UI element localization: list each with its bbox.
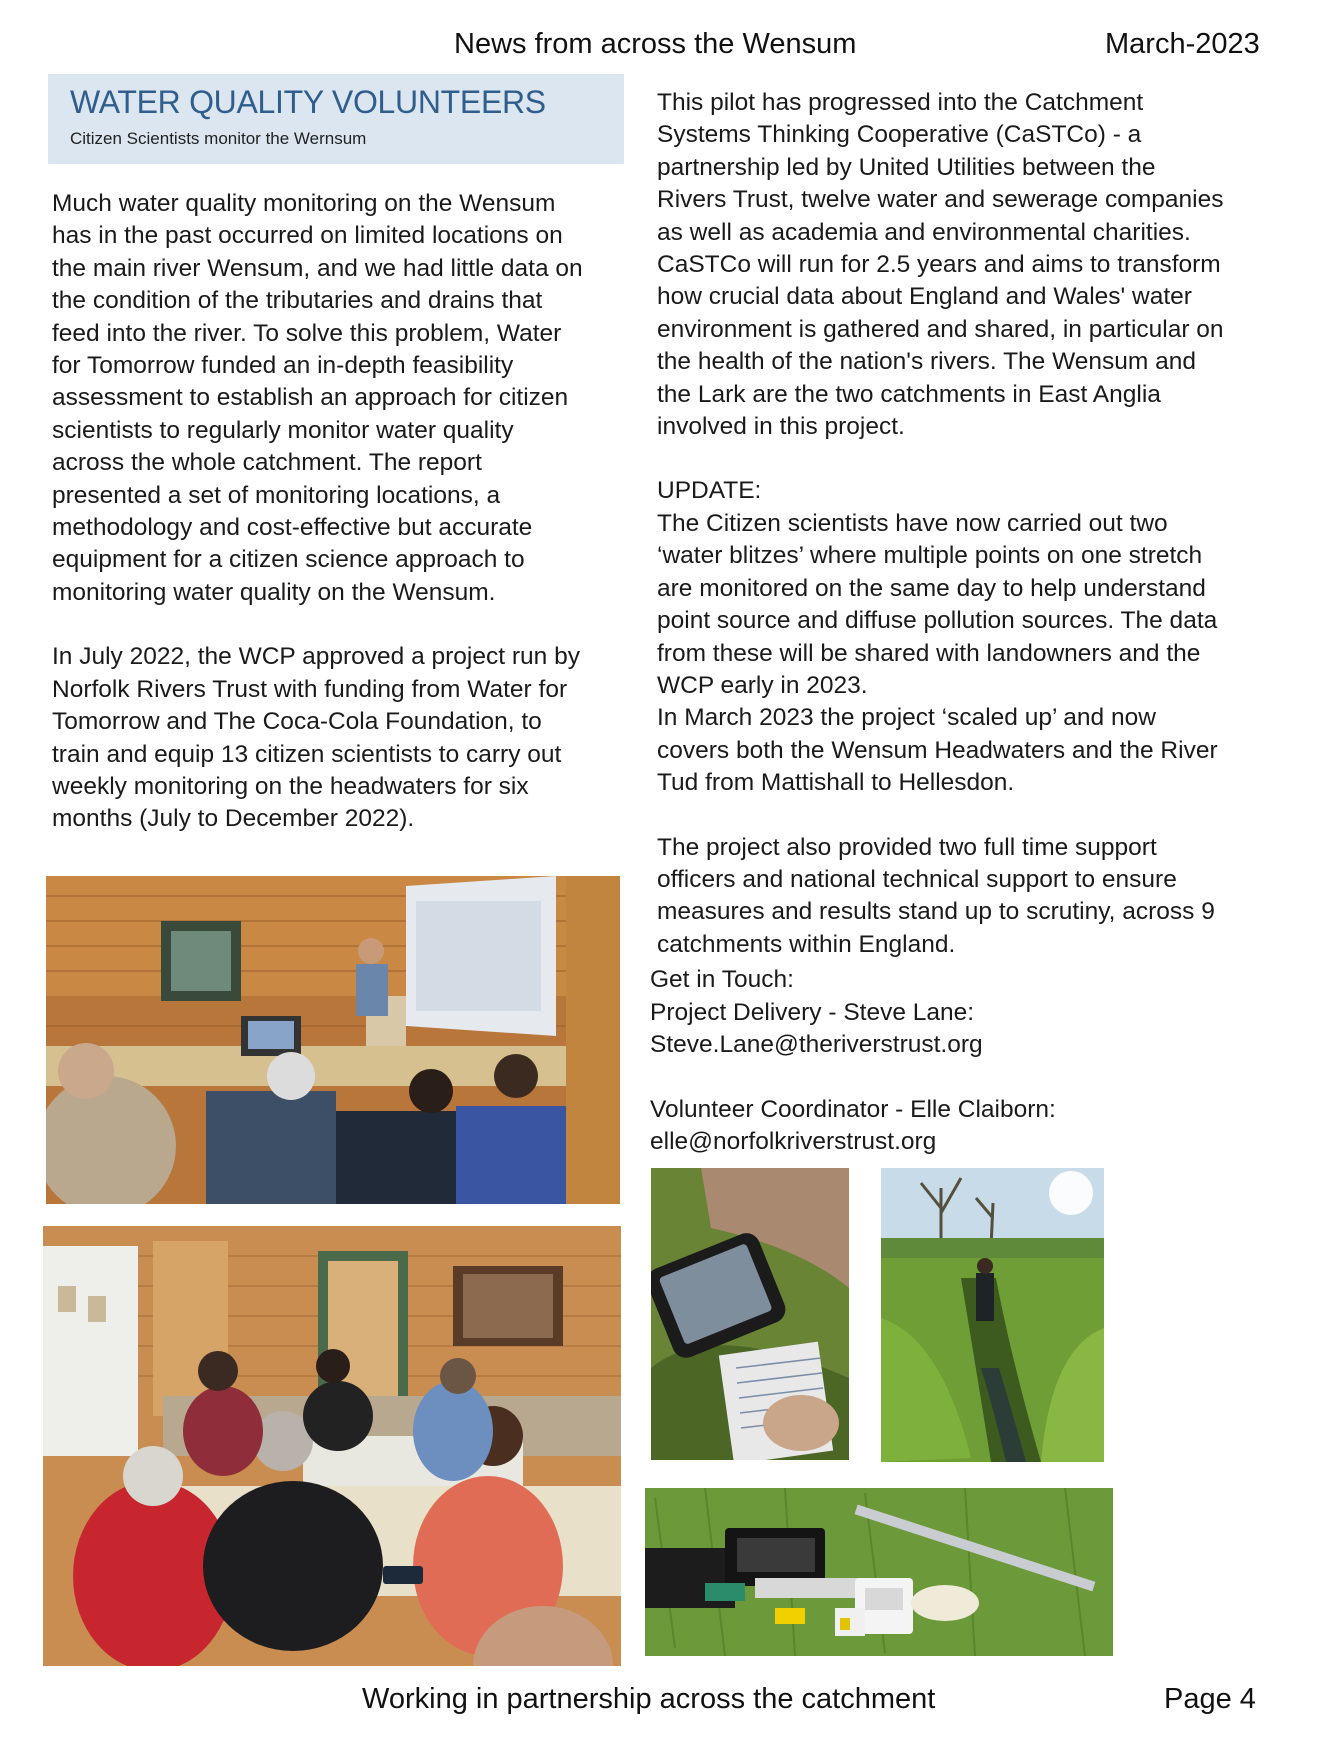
ditch-sampling-photo xyxy=(881,1168,1104,1462)
page-number: Page 4 xyxy=(1164,1683,1256,1715)
section-banner xyxy=(48,74,624,164)
footer-tagline: Working in partnership across the catchment xyxy=(362,1683,936,1715)
phone-recording-photo xyxy=(651,1168,849,1460)
training-presentation-photo xyxy=(46,876,620,1204)
coordinator-email-link[interactable]: elle@norfolkriverstrust.org xyxy=(650,1128,937,1155)
section-title: WATER QUALITY VOLUNTEERS xyxy=(70,84,546,120)
group-workshop-photo xyxy=(43,1226,621,1666)
update-heading: UPDATE: xyxy=(657,477,762,505)
contact-heading: Get in Touch: xyxy=(650,966,794,993)
right-column xyxy=(657,87,1282,961)
testing-kit-photo xyxy=(645,1488,1113,1656)
project-paragraph: In July 2022, the WCP approved a project run by Norfolk Rivers Trust with funding from Water for Tomorrow and The Coca-Cola Foundation, to train and equip 13 citizen scientists to carry out weekly monitoring on the headwaters for six months (July to December 2022). xyxy=(52,643,580,833)
left-column xyxy=(52,188,632,836)
contact-block xyxy=(650,964,1270,1159)
support-paragraph: The project also provided two full time support officers and national technical support to ensure measures and results stand up to scrutiny, across 9 catchments within England. xyxy=(657,833,1215,958)
intro-paragraph: Much water quality monitoring on the Wensum has in the past occurred on limited locations on the main river Wensum, and we had little data on the condition of the tributaries and drains that feed into the river. To solve this problem, Water for Tomorrow funded an in-depth feasibility assessment to establish an approach for citizen scientists to regularly monitor water quality across the whole catchment. The report presented a set of monitoring locations, a methodology and cost-effective but accurate equipment for a citizen science approach to monitoring water quality on the Wensum. xyxy=(52,190,583,606)
issue-date: March-2023 xyxy=(1105,28,1260,60)
delivery-label: Project Delivery - Steve Lane: xyxy=(650,998,975,1026)
delivery-email-link[interactable]: Steve.Lane@theriverstrust.org xyxy=(650,1031,983,1058)
coordinator-label: Volunteer Coordinator - Elle Claiborn: xyxy=(650,1095,1056,1123)
newsletter-title: News from across the Wensum xyxy=(454,28,857,60)
castco-paragraph: This pilot has progressed into the Catchment Systems Thinking Cooperative (CaSTCo) - a partnership led by United Utilities between the Rivers Trust, twelve water and sewerage companies as well as academia and environmental charities. CaSTCo will run for 2.5 years and aims to transform how crucial data about England and Wales' water environment is gathered and shared, in particular on the health of the nation's rivers. The Wensum and the Lark are the two catchments in East Anglia involved in this project. xyxy=(657,89,1224,441)
section-subtitle: Citizen Scientists monitor the Wernsum xyxy=(70,129,367,148)
update-paragraph: The Citizen scientists have now carried out two ‘water blitzes’ where multiple points on one stretch are monitored on the same day to help understand point source and diffuse pollution sources. The data from these will be shared with landowners and the WCP early in 2023. In March 2023 the project ‘scaled up’ and now covers both the Wensum Headwaters and the River Tud from Mattishall to Hellesdon. xyxy=(657,509,1218,797)
